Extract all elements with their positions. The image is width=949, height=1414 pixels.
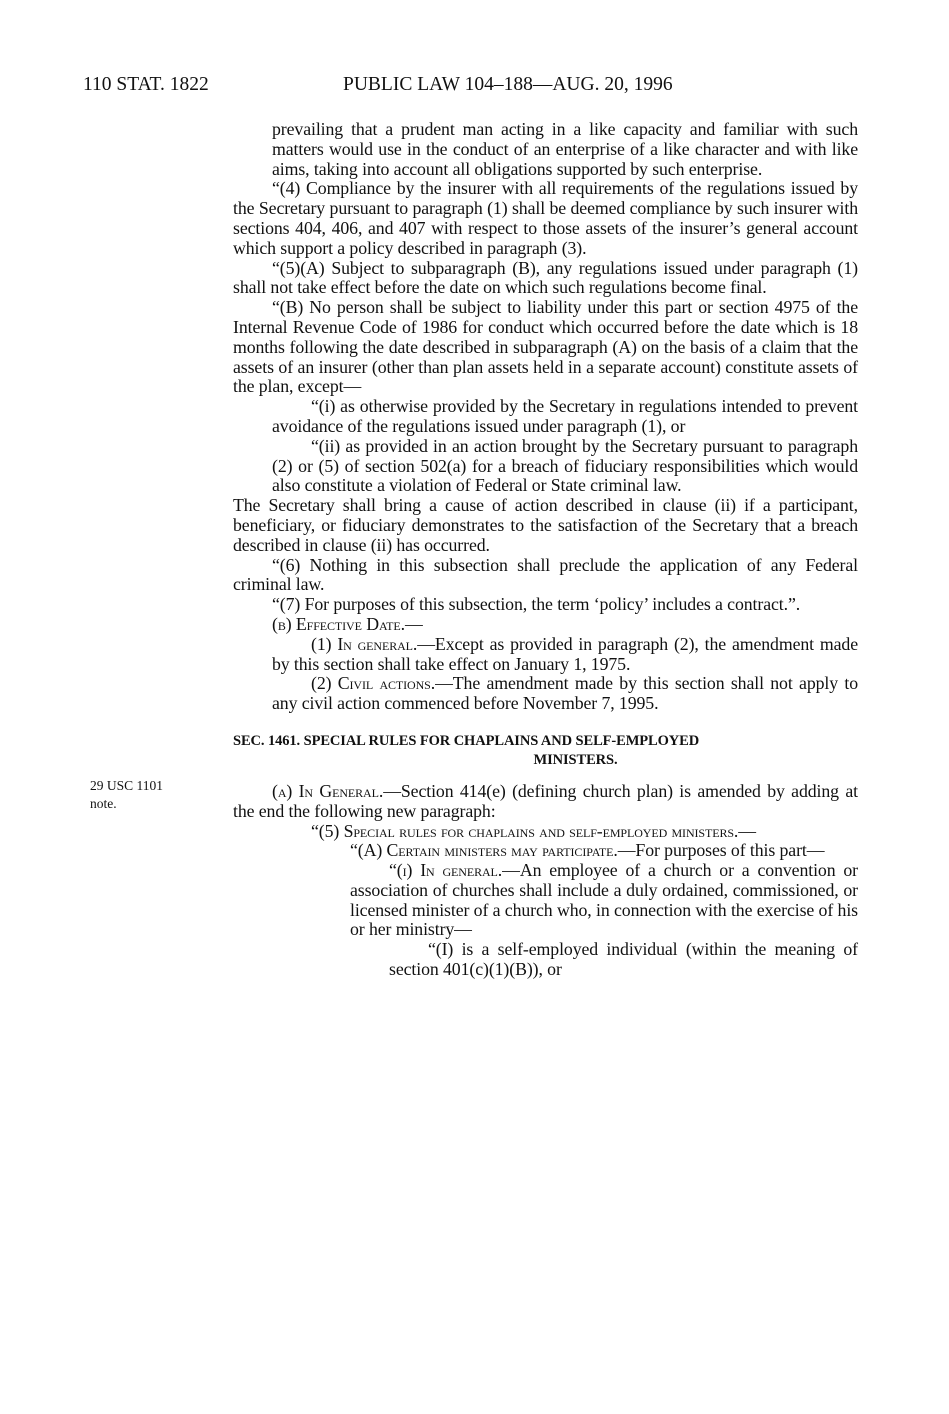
subparagraph-a-text: —For purposes of this part— [617, 840, 825, 861]
paragraph-b2-heading: (2) Civil actions. [311, 673, 436, 694]
margin-note [90, 777, 163, 813]
stat-page-number: 110 STAT. 1822 [83, 74, 209, 95]
clause-i: “(i) as otherwise provided by the Secretary in regulations intended to prevent avoidance of the regulations issued under paragraph (1), or [272, 396, 858, 436]
statute-body [233, 120, 858, 980]
paragraph-5-chaplains [233, 822, 858, 842]
section-heading [233, 732, 858, 770]
paragraph-b1 [233, 635, 858, 675]
paragraph-continuation: prevailing that a prudent man acting in a like capacity and familiar with such matters would use in the conduct of an enterprise of a like character and with like aims, taking into account all obligations supported by such enterprise. [272, 119, 858, 179]
clause-i-text: —An employee of a church or a convention or association of churches shall include a duly ordained, commissioned, or licensed minister of a church who, in connection with the exercise of his or her ministry— [350, 860, 858, 940]
paragraph-5-heading: “(5) Special rules for chaplains and self-employed ministers. [311, 820, 739, 841]
section-heading-line2: MINISTERS. [533, 751, 618, 768]
running-header [0, 74, 949, 100]
paragraph-6: “(6) Nothing in this subsection shall preclude the application of any Federal criminal law. [233, 554, 858, 595]
subsection-a [233, 782, 858, 822]
clause-i-general [233, 861, 858, 940]
clause-ii: “(ii) as provided in an action brought by the Secretary pursuant to paragraph (2) or (5) of section 502(a) for a breach of fiduciary responsibilities which would also constitute a violation of Federal or State criminal law. [272, 435, 858, 496]
flush-paragraph: The Secretary shall bring a cause of action described in clause (ii) if a participant, beneficiary, or fiduciary demonstrates to the satisfaction of the Secretary that a breach described in clause (ii) has occurred. [233, 495, 858, 555]
subsection-b-heading [233, 615, 858, 635]
paragraph-4: “(4) Compliance by the insurer with all requirements of the regulations issued by the Secretary pursuant to paragraph (1) shall be deemed compliance by such insurer with sections 404, 406, and 407 with respect to those assets of the insurer’s general account which support a policy described in paragraph (3). [233, 178, 858, 258]
subsection-a-heading: (a) In General. [272, 780, 384, 801]
paragraph-b1-heading: (1) In general. [311, 633, 418, 654]
paragraph-b2-text: —The amendment made by this section shall not apply to any civil action commenced before November 7, 1995. [272, 673, 858, 714]
margin-note-citation: 29 USC 1101 [90, 778, 164, 793]
subparagraph-a [233, 841, 858, 861]
public-law-reference: PUBLIC LAW 104–188—AUG. 20, 1996 [343, 74, 673, 95]
paragraph-5a: “(5)(A) Subject to subparagraph (B), any regulations issued under paragraph (1) shall not take effect before the date on which such regulations become final. [233, 257, 858, 298]
section-heading-line1: SEC. 1461. SPECIAL RULES FOR CHAPLAINS AND SELF-EMPLOYED [233, 732, 700, 749]
subclause-i: “(I) is a self-employed individual (within the meaning of section 401(c)(1)(B)), or [389, 939, 858, 980]
paragraph-b1-text: —Except as provided in paragraph (2), the amendment made by this section shall take effect on January 1, 1975. [272, 633, 859, 674]
paragraph-5-text: — [738, 820, 756, 841]
clause-i-heading: “(i) In general. [389, 860, 503, 881]
subparagraph-a-heading: “(A) Certain ministers may participate. [350, 840, 618, 861]
margin-note-label: note. [90, 796, 117, 811]
paragraph-5b: “(B) No person shall be subject to liability under this part or section 4975 of the Internal Revenue Code of 1986 for conduct which occurred before the date which is 18 months following the date described in subparagraph (A) on the basis of a claim that the assets of an insurer (other than plan assets held in a separate account) constitute assets of the plan, except— [233, 297, 858, 397]
subsection-a-text: —Section 414(e) (defining church plan) is amended by adding at the end the following new paragraph: [233, 780, 858, 821]
paragraph-b2 [233, 674, 858, 714]
subsection-b-title: (b) Effective Date.— [272, 613, 423, 634]
paragraph-7: “(7) For purposes of this subsection, the term ‘policy’ includes a contract.”. [272, 594, 801, 615]
